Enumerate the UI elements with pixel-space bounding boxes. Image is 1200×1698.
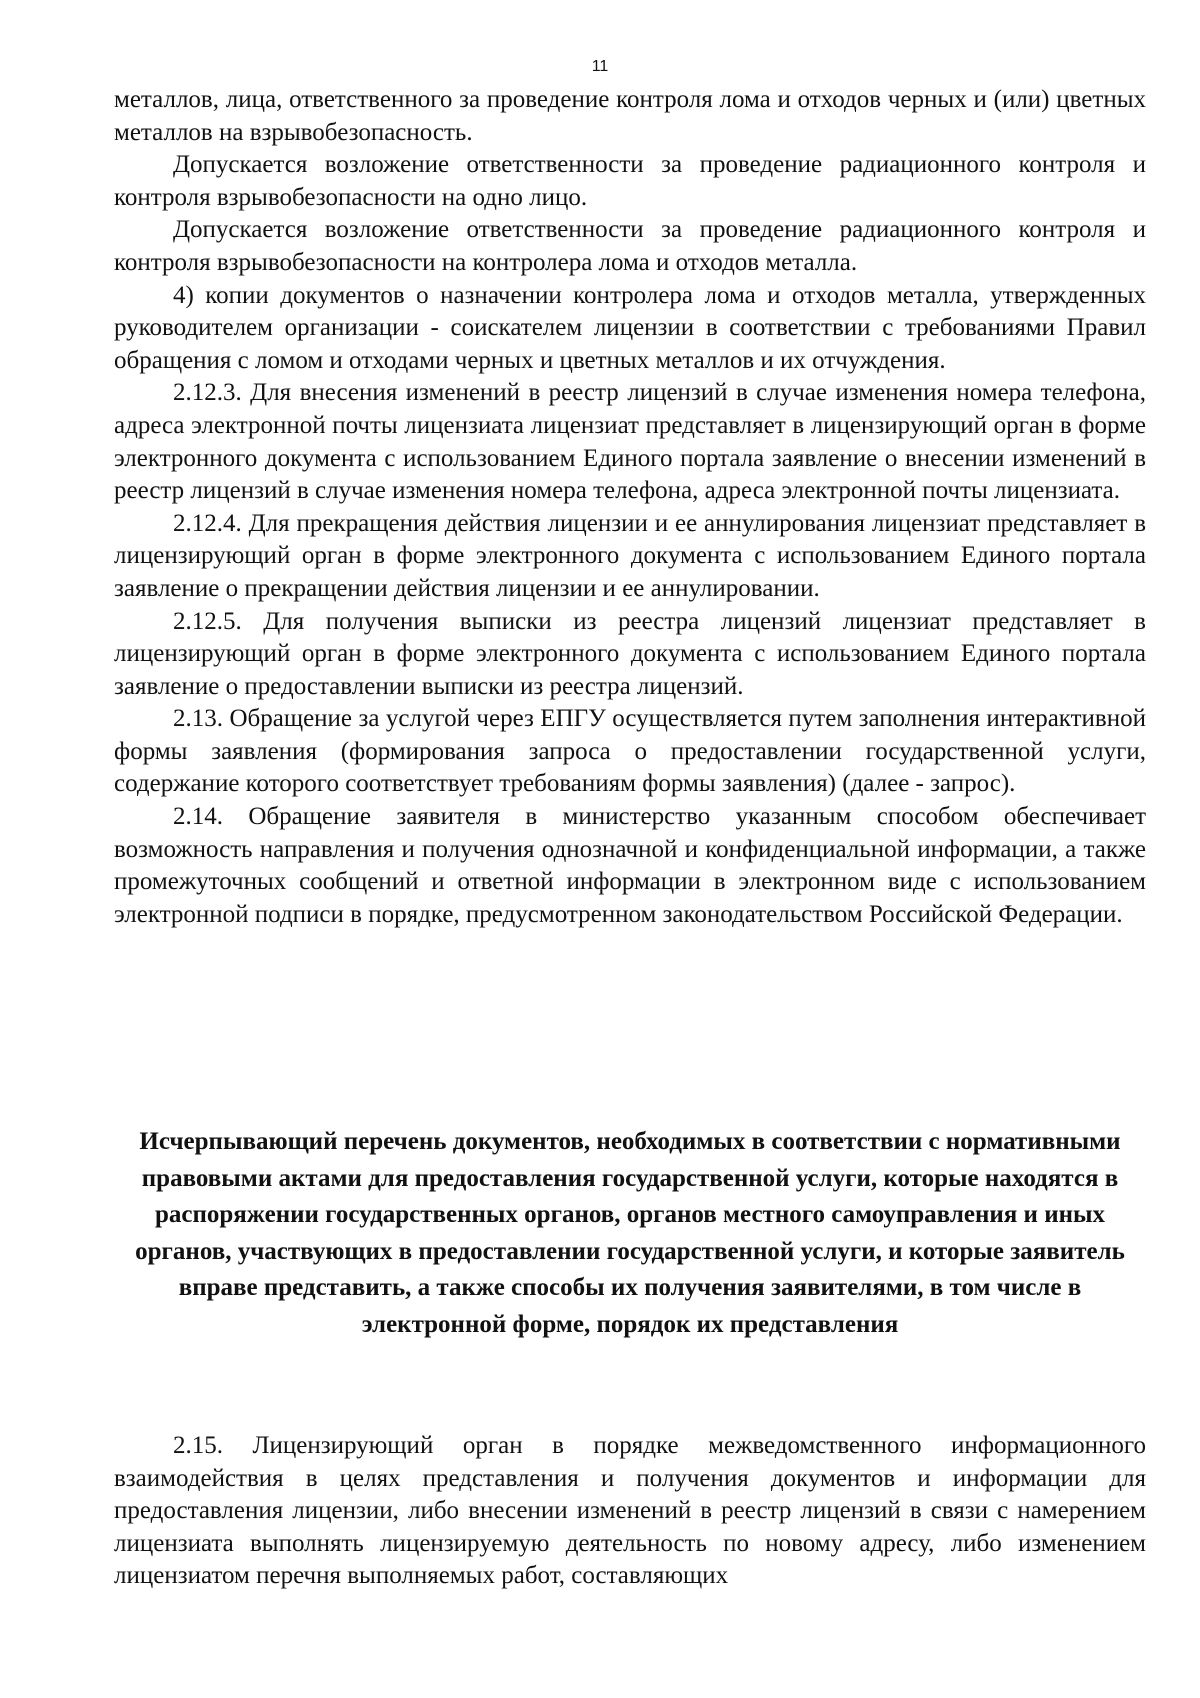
paragraph-2-12-4: 2.12.4. Для прекращения действия лицензии и ее аннулирования лицензиат представляет в лицензирующий орган в форме электронного документа с использованием Единого портала заявление о прекращении действия лицензии и ее аннулировании. (114, 509, 1146, 602)
paragraph-2-12-3: 2.12.3. Для внесения изменений в реестр лицензий в случае изменения номера телефона, адреса электронной почты лицензиата лицензиат представляет в лицензирующий орган в форме электронного документа с использованием Единого портала заявление о внесении изменений в реестр лицензий в случае изменения номера телефона, адреса электронной почты лицензиата. (114, 379, 1146, 505)
paragraph-2-12-5: 2.12.5. Для получения выписки из реестра лицензий лицензиат представляет в лицензирующий орган в форме электронного документа с использованием Единого портала заявление о предоставлении выписки из реестра лицензий. (114, 607, 1146, 700)
paragraph-2-14: 2.14. Обращение заявителя в министерство указанным способом обеспечивает возможность направления и получения однозначной и конфиденциальной информации, а также промежуточных сообщений и ответной информации в электронном виде с использованием электронной подписи в порядке, предусмотренном законодательством Российской Федерации. (114, 803, 1146, 928)
paragraph-responsibility-controller: Допускается возложение ответственности за проведение радиационного контроля и контроля взрывобезопасности на контролера лома и отходов металла. (114, 216, 1146, 276)
section-heading: Исчерпывающий перечень документов, необходимых в соответствии с нормативными правовыми актами для предоставления государственной услуги, которые находятся в распоряжении государственных органов, органов местного самоуправления и иных органов, участвующих в предоставлении государственной услуги, и которые заявитель вправе представить, а также способы их получения заявителями, в том числе в электронной форме, порядок их представления (135, 1128, 1125, 1338)
paragraph-2-15: 2.15. Лицензирующий орган в порядке межведомственного информационного взаимодействия в целях представления и получения документов и информации для предоставления лицензии, либо внесении изменений в реестр лицензий в связи с намерением лицензиата выполнять лицензируемую деятельность по новому адресу, либо изменением лицензиатом перечня выполняемых работ, составляющих (114, 1432, 1146, 1590)
page-number: 11 (591, 58, 609, 75)
body-text-bottom (114, 1430, 1146, 1593)
body-text-top (114, 84, 1146, 931)
paragraph-responsibility-one-person: Допускается возложение ответственности за проведение радиационного контроля и контроля взрывобезопасности на одно лицо. (114, 151, 1146, 211)
paragraph-item-4: 4) копии документов о назначении контролера лома и отходов металла, утвержденных руководителем организации - соискателем лицензии в соответствии с требованиями Правил обращения с ломом и отходами черных и цветных металлов и их отчуждения. (114, 281, 1146, 374)
paragraph-2-13: 2.13. Обращение за услугой через ЕПГУ осуществляется путем заполнения интерактивной формы заявления (формирования запроса о предоставлении государственной услуги, содержание которого соответствует требованиям формы заявления) (далее - запрос). (114, 705, 1146, 798)
paragraph-continuation: металлов, лица, ответственного за проведение контроля лома и отходов черных и (или) цветных металлов на взрывобезопасность. (114, 86, 1146, 146)
